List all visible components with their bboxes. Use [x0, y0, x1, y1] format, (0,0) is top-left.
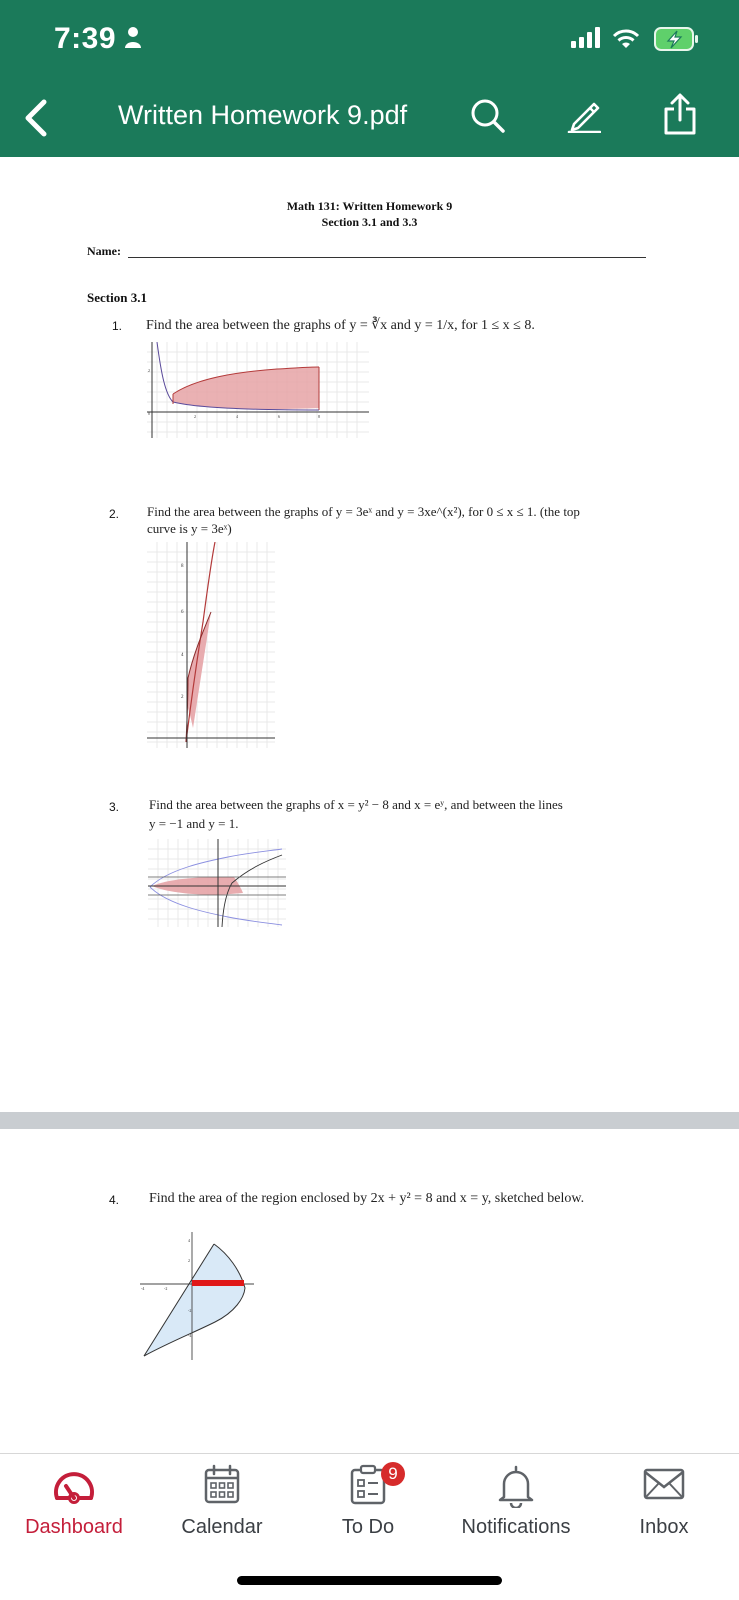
problem-number: 4.: [109, 1193, 120, 1207]
problem-number: 3.: [109, 800, 120, 814]
bell-icon: [496, 1464, 536, 1508]
problem-3-graph: [148, 839, 286, 927]
tab-notifications[interactable]: [451, 1454, 581, 1564]
share-icon[interactable]: [662, 93, 698, 135]
tab-inbox[interactable]: [599, 1454, 729, 1564]
problem-text: Find the area between the graphs of y = 3eˣ and y = 3xe^(x²), for 0 ≤ x ≤ 1. (the top: [147, 504, 580, 519]
svg-text:-4: -4: [141, 1286, 145, 1291]
problem-number: 2.: [109, 507, 120, 521]
problem-4-graph: [140, 1232, 258, 1360]
svg-text:6: 6: [278, 414, 280, 419]
wifi-icon: [612, 28, 640, 50]
status-time: 7:39: [54, 22, 117, 55]
pdf-document[interactable]: [0, 157, 739, 1453]
svg-text:4: 4: [236, 414, 238, 419]
tab-dashboard[interactable]: [9, 1454, 139, 1564]
problem-text: Find the area between the graphs of x = y² − 8 and x = eʸ, and between the lines: [149, 797, 563, 812]
name-line: [128, 257, 646, 258]
svg-text:2: 2: [181, 695, 184, 700]
svg-text:2: 2: [188, 1258, 190, 1263]
problem-text: y = −1 and y = 1.: [149, 816, 239, 831]
inbox-icon: [643, 1464, 685, 1504]
svg-text:0: 0: [148, 411, 150, 416]
problem-text: Find the area between the graphs of y = ∛x and y = 1/x, for 1 ≤ x ≤ 8.: [146, 318, 535, 333]
svg-text:4: 4: [181, 653, 184, 658]
tab-label: Inbox: [639, 1516, 689, 1538]
todo-badge: 9: [381, 1462, 405, 1486]
name-label: Name:: [87, 244, 121, 258]
problem-text: curve is y = 3eˣ): [147, 521, 232, 536]
page-separator: [0, 1112, 739, 1129]
tab-todo[interactable]: [303, 1454, 433, 1564]
document-header-title: Math 131: Written Homework 9: [286, 199, 453, 213]
document-header-subtitle: Section 3.1 and 3.3: [321, 215, 418, 229]
annotate-pen-icon[interactable]: [567, 97, 601, 133]
svg-text:8: 8: [318, 414, 320, 419]
tab-label: Calendar: [181, 1516, 263, 1538]
back-chevron-icon[interactable]: [20, 96, 54, 140]
tab-calendar[interactable]: [157, 1454, 287, 1564]
search-icon[interactable]: [470, 98, 506, 134]
battery-charging-icon: [654, 26, 700, 52]
svg-text:-2: -2: [164, 1286, 168, 1291]
problem-number: 1.: [112, 319, 123, 333]
tab-label: Notifications: [461, 1516, 571, 1538]
svg-text:2: 2: [194, 414, 196, 419]
svg-text:-2: -2: [188, 1308, 192, 1313]
signal-icon: [571, 27, 603, 49]
svg-text:6: 6: [181, 610, 184, 615]
svg-text:4: 4: [188, 1238, 190, 1243]
problem-text: Find the area of the region enclosed by 2x + y² = 8 and x = y, sketched below.: [149, 1191, 585, 1206]
svg-text:8: 8: [181, 564, 184, 569]
tab-label: Dashboard: [25, 1516, 123, 1538]
document-title: Written Homework 9.pdf: [118, 100, 408, 130]
person-icon: [124, 26, 142, 50]
calendar-icon: [204, 1464, 240, 1506]
svg-text:2: 2: [148, 368, 150, 373]
app-header: [0, 0, 739, 157]
dashboard-icon: [51, 1464, 97, 1504]
home-indicator[interactable]: [237, 1576, 502, 1585]
svg-text:-4: -4: [188, 1333, 192, 1338]
problem-2-graph: [147, 542, 275, 748]
tab-label: To Do: [341, 1516, 395, 1538]
problem-1-graph: [147, 342, 369, 438]
section-title: Section 3.1: [87, 290, 147, 305]
